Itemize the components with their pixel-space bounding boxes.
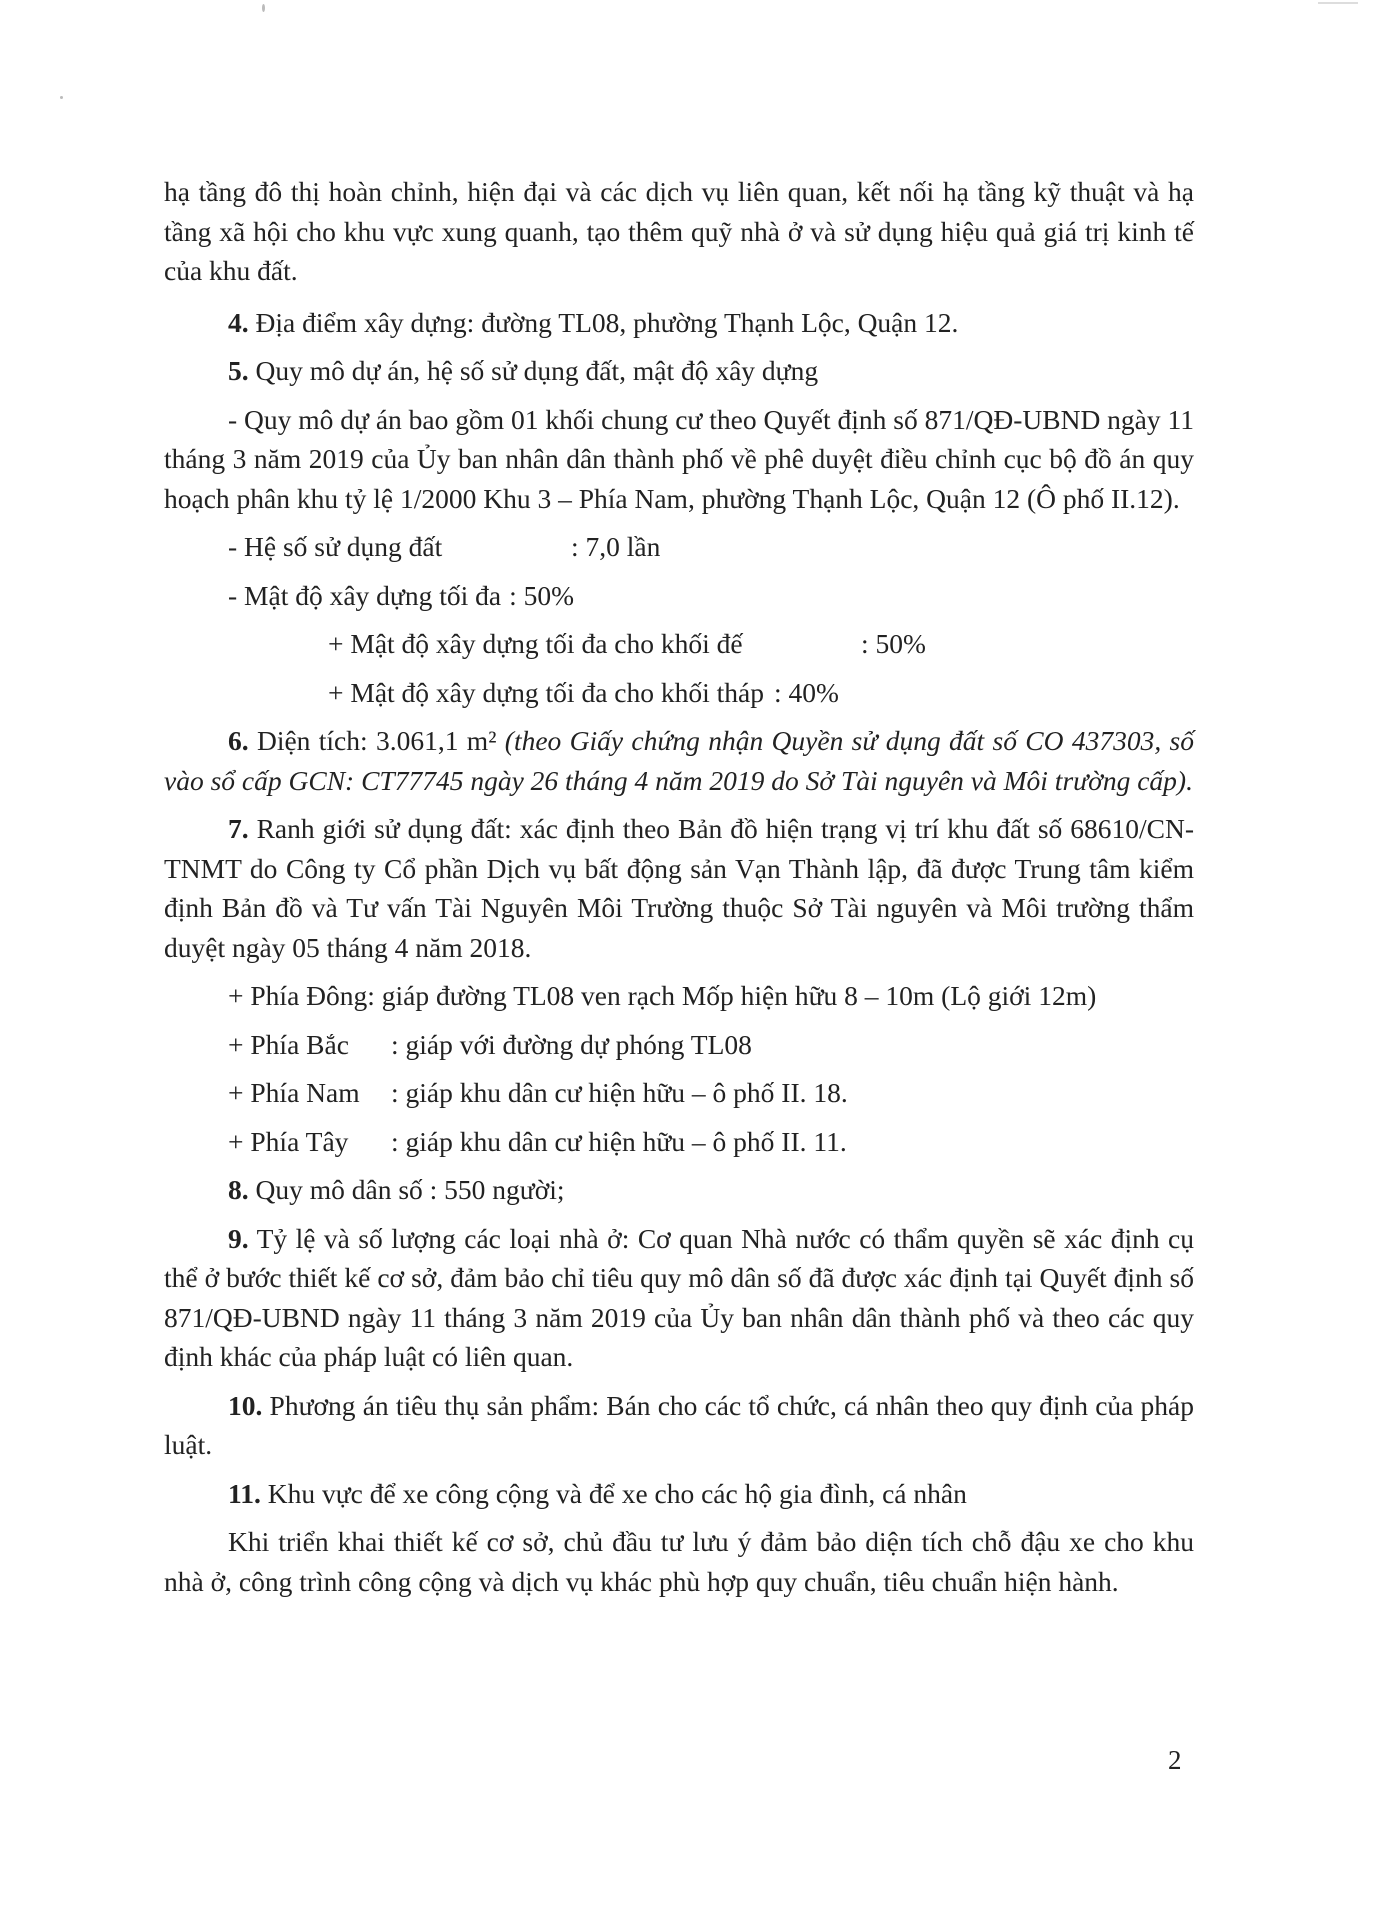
- section-text: Tỷ lệ và số lượng các loại nhà ở: Cơ quan Nhà nước có thẩm quyền sẽ xác định cụ thể ở bước thiết kế cơ sở, đảm bảo chỉ tiêu quy mô dân số đã được xác định tại Quyết định số 871/QĐ-UBND ngày 11 tháng 3 năm 2019 của Ủy ban nhân dân thành phố và theo các quy định khác của pháp luật có liên quan.: [164, 1222, 1194, 1372]
- paragraph-intro-continuation: hạ tầng đô thị hoàn chỉnh, hiện đại và các dịch vụ liên quan, kết nối hạ tầng kỹ thuật và hạ tầng xã hội cho khu vực xung quanh, tạo thêm quỹ nhà ở và sử dụng hiệu quả giá trị kinh tế của khu đất.: [164, 176, 1194, 286]
- land-use-coefficient-row: [164, 527, 1194, 567]
- page-number: 2: [1168, 1745, 1182, 1775]
- row-value: : 50%: [861, 628, 926, 659]
- tower-density-row: [164, 673, 1194, 713]
- building-density-row: [164, 576, 1194, 616]
- section-10-consumption: [164, 1386, 1194, 1465]
- section-8-population: [164, 1170, 1194, 1210]
- section-5-description: - Quy mô dự án bao gồm 01 khối chung cư theo Quyết định số 871/QĐ-UBND ngày 11 tháng 3 năm 2019 của Ủy ban nhân dân thành phố về phê duyệt điều chỉnh cục bộ đồ án quy hoạch phân khu tỷ lệ 1/2000 Khu 3 – Phía Nam, phường Thạnh Lộc, Quận 12 (Ô phố II.12).: [164, 403, 1194, 514]
- section-number: 6.: [228, 725, 249, 756]
- row-label: + Mật độ xây dựng tối đa cho khối đế: [328, 628, 743, 659]
- section-text: Phương án tiêu thụ sản phẩm: Bán cho các tổ chức, cá nhân theo quy định của pháp luật.: [164, 1389, 1194, 1460]
- boundary-east: + Phía Đông: giáp đường TL08 ven rạch Mốp hiện hữu 8 – 10m (Lộ giới 12m): [228, 980, 1097, 1011]
- section-text: Diện tích: 3.061,1 m²: [248, 725, 497, 756]
- section-number: 10.: [228, 1389, 263, 1421]
- section-11-description: Khi triển khai thiết kế cơ sở, chủ đầu tư lưu ý đảm bảo diện tích chỗ đậu xe cho khu nhà ở, công trình công cộng và dịch vụ khác phù hợp quy chuẩn, tiêu chuẩn hiện hành.: [164, 1526, 1194, 1597]
- section-text: Ranh giới sử dụng đất: xác định theo Bản đồ hiện trạng vị trí khu đất số 68610/CN-TNMT do Công ty Cổ phần Dịch vụ bất động sản Vạn Thành lập, đã được Trung tâm kiểm định Bản đồ và Tư vấn Tài Nguyên Môi Trường thuộc Sở Tài nguyên và Môi trường thẩm duyệt ngày 05 tháng 4 năm 2018.: [164, 813, 1194, 963]
- row-label: + Phía Bắc: [228, 1028, 349, 1060]
- section-9-housing-ratio: [164, 1219, 1194, 1377]
- row-value: : 50%: [509, 579, 574, 611]
- section-6-area: [164, 721, 1194, 800]
- row-label: + Phía Tây: [228, 1125, 349, 1157]
- section-italic-note: (theo Giấy chứng nhận Quyền sử dụng đất số CO 437303, số vào sổ cấp GCN: CT77745 ngày 26 tháng 4 năm 2019 do Sở Tài nguyên và Môi trường cấp).: [164, 725, 1195, 796]
- section-number: 8.: [228, 1174, 249, 1205]
- row-value: : giáp với đường dự phóng TL08: [391, 1028, 752, 1060]
- section-number: 9.: [228, 1222, 249, 1254]
- row-value: : giáp khu dân cư hiện hữu – ô phố II. 18.: [391, 1077, 848, 1108]
- row-label: - Mật độ xây dựng tối đa: [228, 579, 502, 611]
- scan-speck: [262, 4, 265, 12]
- boundary-west-row: [164, 1122, 1194, 1162]
- row-value: : 7,0 lần: [571, 531, 661, 562]
- section-number: 7.: [228, 813, 249, 844]
- boundary-south-row: [164, 1073, 1194, 1113]
- row-label: - Hệ số sử dụng đất: [228, 531, 443, 562]
- boundary-north-row: [164, 1025, 1194, 1065]
- row-label: + Phía Nam: [228, 1077, 360, 1108]
- section-number: 11.: [228, 1477, 261, 1509]
- section-text: Quy mô dự án, hệ số sử dụng đất, mật độ xây dựng: [248, 355, 819, 386]
- document-body: [164, 172, 1194, 1610]
- section-text: Khu vực để xe công cộng và để xe cho các hộ gia đình, cá nhân: [260, 1477, 967, 1509]
- row-value: : 40%: [773, 676, 839, 708]
- section-4-location: [164, 303, 1194, 343]
- section-number: 4.: [228, 306, 249, 338]
- podium-density-row: [164, 624, 1194, 664]
- section-text: Địa điểm xây dựng: đường TL08, phường Thạnh Lộc, Quận 12.: [248, 306, 959, 338]
- section-11-parking: [164, 1474, 1194, 1514]
- section-5-heading: [164, 351, 1194, 391]
- scan-speck: [60, 96, 63, 99]
- section-7-boundary: [164, 809, 1194, 967]
- row-label: + Mật độ xây dựng tối đa cho khối tháp: [328, 676, 764, 708]
- section-text: Quy mô dân số : 550 người;: [248, 1174, 565, 1205]
- scan-speck: [1318, 2, 1358, 4]
- section-number: 5.: [228, 355, 249, 386]
- row-value: : giáp khu dân cư hiện hữu – ô phố II. 11.: [391, 1125, 847, 1157]
